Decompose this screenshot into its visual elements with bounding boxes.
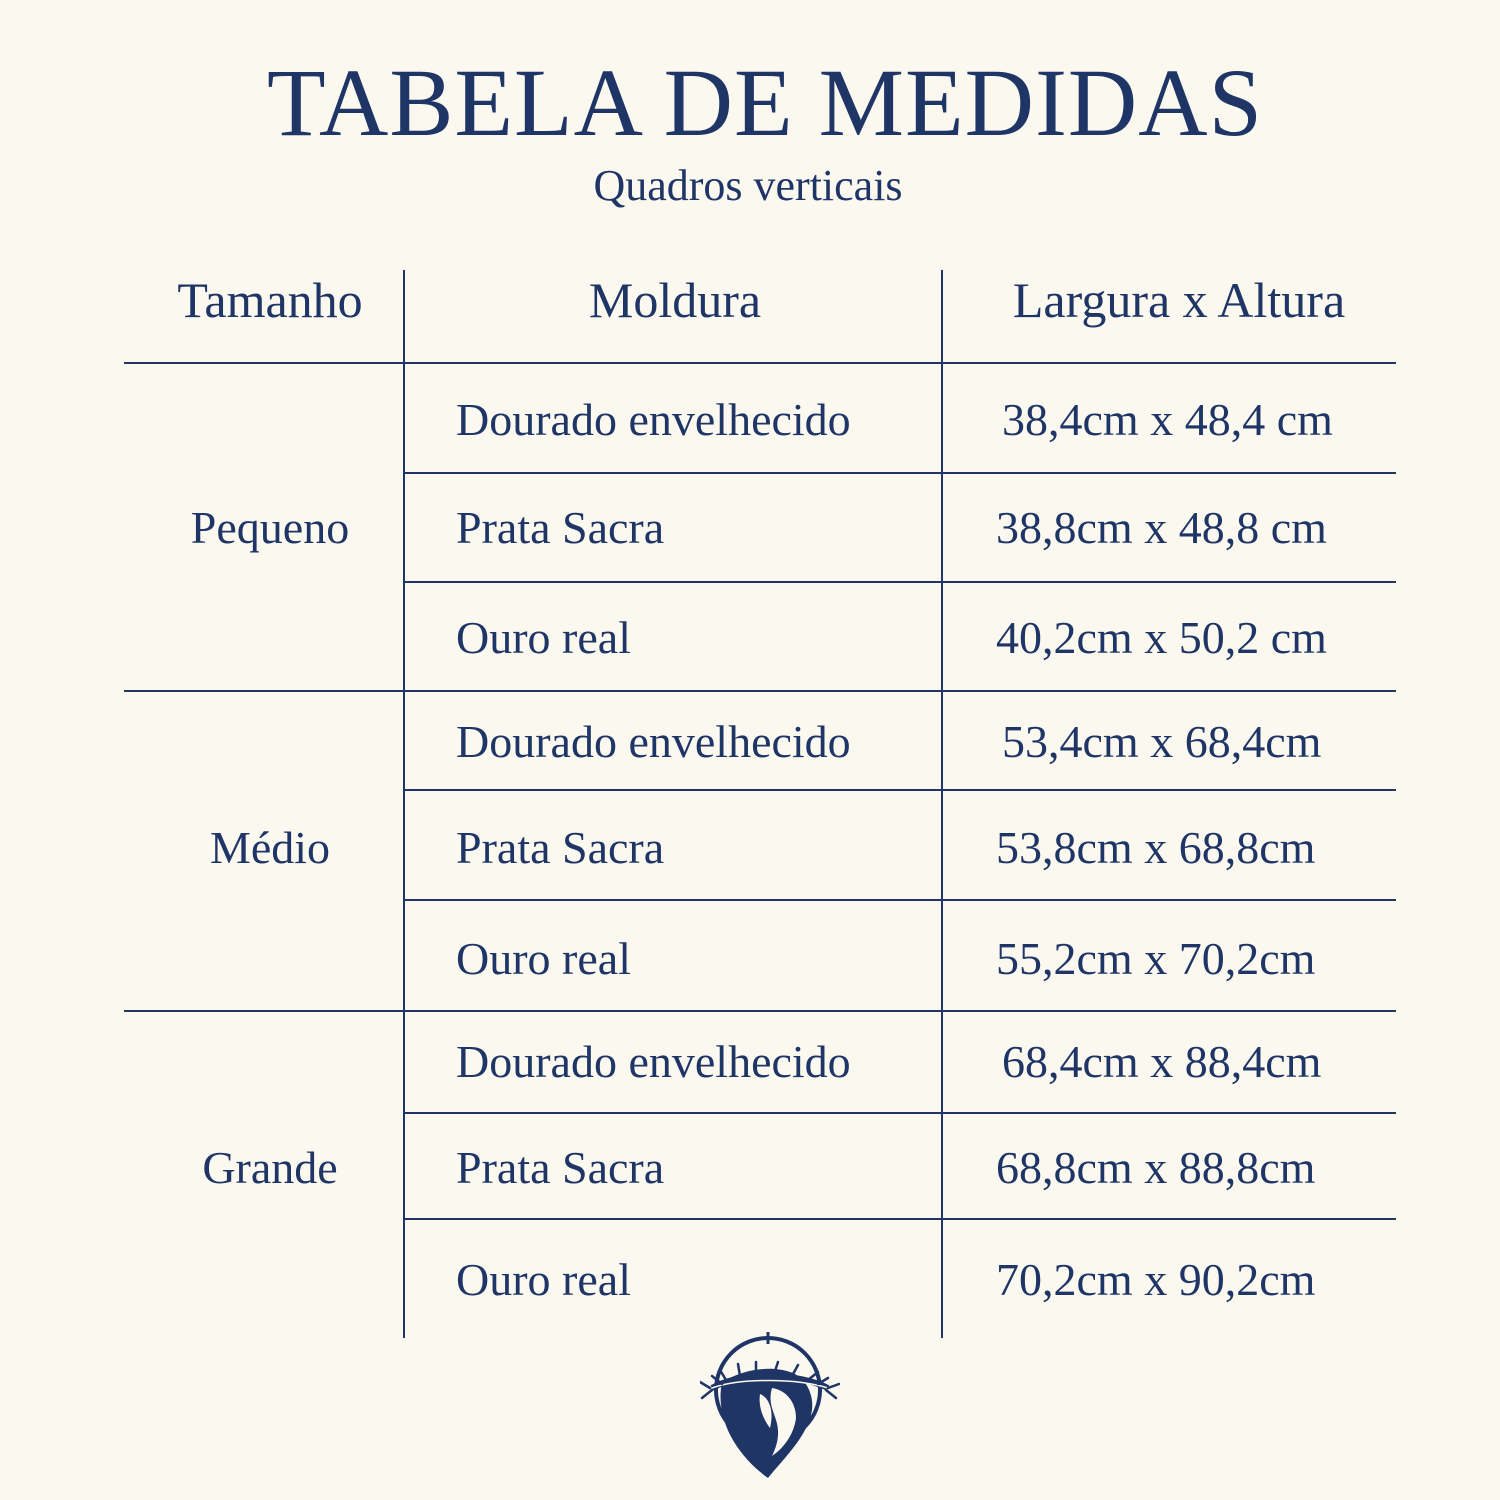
row-divider [405, 472, 1396, 474]
frame-cell: Prata Sacra [456, 502, 665, 553]
header-dimensions: Largura x Altura [1012, 272, 1346, 328]
row-divider [405, 581, 1396, 583]
size-label: Grande [202, 1142, 338, 1193]
page-title: TABELA DE MEDIDAS [267, 49, 1263, 156]
dimensions-cell: 38,8cm x 48,8 cm [996, 502, 1327, 553]
frame-cell: Prata Sacra [456, 1142, 665, 1193]
size-label: Pequeno [190, 502, 350, 553]
column-divider [941, 270, 943, 1338]
frame-cell: Dourado envelhecido [456, 394, 851, 445]
size-label: Médio [209, 822, 331, 873]
dimensions-cell: 68,4cm x 88,4cm [1002, 1036, 1322, 1087]
row-divider [405, 1112, 1396, 1114]
crown-of-thorns-face-icon [700, 1332, 840, 1482]
dimensions-cell: 53,4cm x 68,4cm [1002, 716, 1322, 767]
dimensions-cell: 68,8cm x 88,8cm [996, 1142, 1316, 1193]
dimensions-cell: 40,2cm x 50,2 cm [996, 612, 1327, 663]
frame-cell: Ouro real [456, 1254, 631, 1305]
row-divider [124, 362, 1396, 364]
header-size: Tamanho [177, 272, 363, 328]
dimensions-cell: 70,2cm x 90,2cm [996, 1254, 1316, 1305]
page-subtitle: Quadros verticais [593, 161, 903, 210]
frame-cell: Ouro real [456, 612, 631, 663]
dimensions-cell: 53,8cm x 68,8cm [996, 822, 1316, 873]
row-divider [405, 899, 1396, 901]
frame-cell: Dourado envelhecido [456, 1036, 851, 1087]
row-divider [405, 1218, 1396, 1220]
dimensions-cell: 38,4cm x 48,4 cm [1002, 394, 1333, 445]
row-divider [124, 690, 1396, 692]
frame-cell: Ouro real [456, 933, 631, 984]
row-divider [405, 789, 1396, 791]
frame-cell: Prata Sacra [456, 822, 665, 873]
header-frame: Moldura [588, 272, 762, 328]
frame-cell: Dourado envelhecido [456, 716, 851, 767]
row-divider [124, 1010, 1396, 1012]
dimensions-cell: 55,2cm x 70,2cm [996, 933, 1316, 984]
